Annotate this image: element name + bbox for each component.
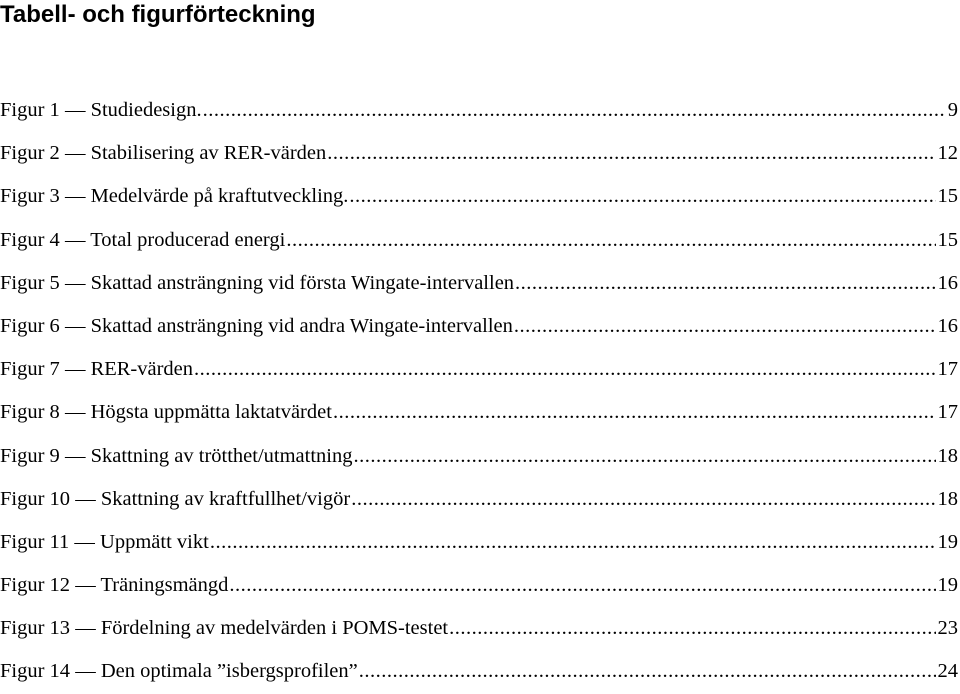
figure-number: Figur 14 xyxy=(0,660,71,683)
toc-entry-figure-11[interactable] xyxy=(0,521,958,564)
figure-title: Den optimala ”isbergsprofilen” xyxy=(100,660,358,683)
toc-entry-label xyxy=(0,650,359,693)
figure-dash: — xyxy=(74,530,95,553)
figure-dash: — xyxy=(64,185,86,208)
figure-title: Medelvärde på kraftutveckling. xyxy=(90,185,349,208)
figure-dash: — xyxy=(64,444,86,467)
toc-entry-label xyxy=(0,262,515,305)
dot-leader xyxy=(353,435,935,478)
toc-entry-label xyxy=(0,607,449,650)
figure-dash: — xyxy=(64,358,86,381)
figure-number: Figur 1 xyxy=(0,99,60,121)
page-title: Tabell- och figurförteckning xyxy=(0,1,316,28)
toc-entry-label xyxy=(0,132,327,175)
figure-number: Figur 13 xyxy=(0,617,71,640)
figure-title: Studiedesign. xyxy=(90,99,202,121)
figure-title: Högsta uppmätta laktatvärdet xyxy=(90,401,332,424)
figure-title: Skattning av kraftfullhet/vigör xyxy=(100,487,351,510)
page-number: 15 xyxy=(937,185,958,208)
dot-leader xyxy=(359,650,936,693)
figure-number: Figur 4 xyxy=(0,228,60,251)
toc-entry-figure-10[interactable] xyxy=(0,478,958,521)
toc-entry-figure-1[interactable] xyxy=(0,89,958,132)
toc-entry-figure-9[interactable] xyxy=(0,435,958,478)
figure-number: Figur 8 xyxy=(0,401,60,424)
toc-entry-figure-7[interactable] xyxy=(0,348,958,391)
dot-leader xyxy=(333,391,936,434)
dot-leader xyxy=(351,478,935,521)
toc-entry-figure-4[interactable] xyxy=(0,219,958,262)
page-number: 15 xyxy=(937,228,958,251)
figure-dash: — xyxy=(75,660,96,683)
toc-entry-label xyxy=(0,305,514,348)
page-number: 19 xyxy=(937,574,958,597)
figure-dash: — xyxy=(75,617,96,640)
toc-entry-label xyxy=(0,521,210,564)
figure-dash: — xyxy=(75,574,96,597)
toc-entry-figure-14[interactable] xyxy=(0,650,958,693)
figure-number: Figur 10 xyxy=(0,487,71,510)
figure-dash: — xyxy=(64,99,86,121)
dot-leader xyxy=(514,305,936,348)
toc-entry-figure-6[interactable] xyxy=(0,305,958,348)
figure-title: Skattad ansträngning vid första Wingate-intervallen xyxy=(90,271,515,294)
dot-leader xyxy=(210,521,936,564)
toc-entry-figure-2[interactable] xyxy=(0,132,958,175)
toc-entry-figure-5[interactable] xyxy=(0,262,958,305)
figure-number: Figur 11 xyxy=(0,530,70,553)
dot-leader xyxy=(515,262,935,305)
dot-leader xyxy=(286,219,935,262)
page-number: 12 xyxy=(937,142,958,165)
figure-title: Uppmätt vikt xyxy=(100,530,209,553)
figure-title: Skattad ansträngning vid andra Wingate-intervallen xyxy=(90,314,513,337)
dot-leader xyxy=(449,607,935,650)
figure-title: RER-värden xyxy=(90,358,194,381)
figure-title: Träningsmängd xyxy=(100,574,229,597)
figure-title: Skattning av trötthet/utmattning xyxy=(90,444,353,467)
page-number: 9 xyxy=(947,99,958,121)
toc-entry-figure-13[interactable] xyxy=(0,607,958,650)
figure-dash: — xyxy=(75,487,96,510)
figure-dash: — xyxy=(64,228,86,251)
toc-entry-label xyxy=(0,478,351,521)
toc-entry-label xyxy=(0,564,229,607)
page-number: 16 xyxy=(937,271,958,294)
dot-leader xyxy=(194,348,935,391)
figure-dash: — xyxy=(64,314,86,337)
dot-leader xyxy=(229,564,935,607)
page-number: 24 xyxy=(937,660,958,683)
figure-number: Figur 3 xyxy=(0,185,60,208)
figure-number: Figur 5 xyxy=(0,271,60,294)
figure-title: Total producerad energi xyxy=(90,228,286,251)
figure-number: Figur 12 xyxy=(0,574,71,597)
dot-leader xyxy=(349,175,935,218)
figure-dash: — xyxy=(64,271,86,294)
figure-title: Stabilisering av RER-värden xyxy=(90,142,327,165)
page-number: 16 xyxy=(937,314,958,337)
toc-entry-label xyxy=(0,219,286,262)
page-number: 23 xyxy=(937,617,958,640)
toc-entry-label xyxy=(0,348,194,391)
toc-entry-figure-12[interactable] xyxy=(0,564,958,607)
page-number: 18 xyxy=(937,487,958,510)
figure-dash: — xyxy=(64,401,86,424)
figure-number: Figur 2 xyxy=(0,142,60,165)
figure-title: Fördelning av medelvärden i POMS-testet xyxy=(100,617,449,640)
figure-number: Figur 9 xyxy=(0,444,60,467)
toc-entry-figure-3[interactable] xyxy=(0,175,958,218)
page-number: 19 xyxy=(937,530,958,553)
toc-entry-label xyxy=(0,89,203,132)
page-number: 17 xyxy=(937,358,958,381)
toc-entry-label xyxy=(0,435,353,478)
figure-number: Figur 7 xyxy=(0,358,60,381)
toc-entry-label xyxy=(0,175,349,218)
figure-number: Figur 6 xyxy=(0,314,60,337)
figure-dash: — xyxy=(64,142,86,165)
page-number: 17 xyxy=(937,401,958,424)
dot-leader xyxy=(203,89,946,132)
figure-list xyxy=(0,89,958,694)
toc-entry-label xyxy=(0,391,333,434)
toc-entry-figure-8[interactable] xyxy=(0,391,958,434)
dot-leader xyxy=(327,132,935,175)
page-number: 18 xyxy=(937,444,958,467)
